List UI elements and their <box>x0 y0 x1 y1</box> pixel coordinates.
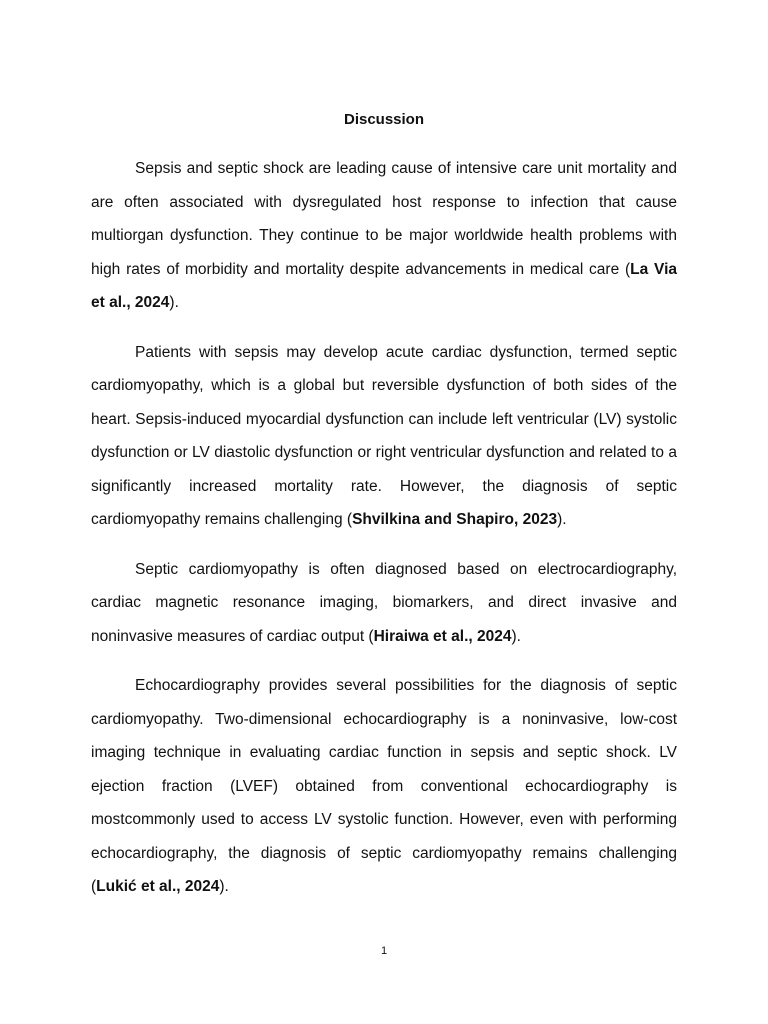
page-number: 1 <box>380 945 388 957</box>
paragraph-end: ). <box>511 627 521 645</box>
citation: Shvilkina and Shapiro, 2023 <box>352 511 558 528</box>
paragraph-1 <box>91 152 677 320</box>
citation: Lukić et al., 2024 <box>96 878 220 895</box>
paragraph-text: Sepsis and septic shock are leading cause of intensive care unit mortality and are often associated with dysregulated host response to infection that cause multiorgan dysfunction. They continue to be major worldwide health problems with high rates of morbidity and mortality despite advancements in medical care ( <box>91 160 677 278</box>
paragraph-3 <box>91 553 677 654</box>
paragraph-2 <box>91 336 677 537</box>
paragraph-end: ). <box>169 294 179 311</box>
paragraph-text: Echocardiography provides several possibilities for the diagnosis of septic cardiomyopathy. Two-dimensional echocardiography is a noninvasive, low-cost imaging technique in evaluating cardiac function in sepsis and septic shock. LV ejection fraction (LVEF) obtained from conventional echocardiography is mostcommonly used to access LV systolic function. However, even with performing echocardiography, the diagnosis of septic cardiomyopathy remains challenging ( <box>91 677 677 895</box>
paragraph-text: Septic cardiomyopathy is often diagnosed based on electrocardiography, cardiac magnetic resonance imaging, biomarkers, and direct invasive and noninvasive measures of cardiac output ( <box>91 560 677 645</box>
section-heading: Discussion <box>343 111 425 128</box>
discussion-body <box>91 152 677 920</box>
citation: Hiraiwa et al., 2024 <box>373 627 512 645</box>
citation: La Via et al., 2024 <box>91 260 677 311</box>
paragraph-end: ). <box>219 878 229 895</box>
paragraph-4 <box>91 669 677 904</box>
paragraph-end: ). <box>557 511 567 528</box>
paragraph-text: Patients with sepsis may develop acute cardiac dysfunction, termed septic cardiomyopathy, which is a global but reversible dysfunction of both sides of the heart. Sepsis-induced myocardial dysfunction can include left ventricular (LV) systolic dysfunction or LV diastolic dysfunction or right ventricular dysfunction and related to a significantly increased mortality rate. However, the diagnosis of septic cardiomyopathy remains challenging ( <box>91 343 677 528</box>
